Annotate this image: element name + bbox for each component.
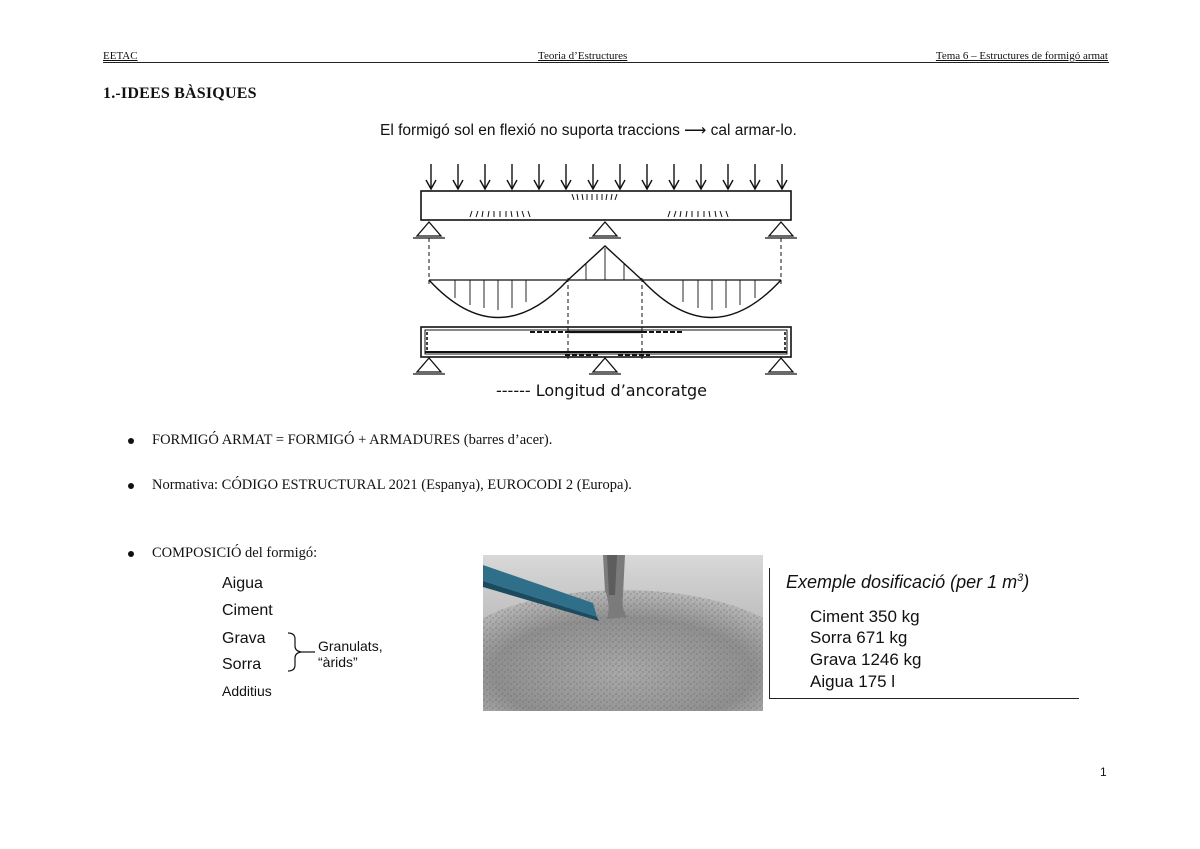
bullet-dot [128, 551, 134, 557]
dosage-row: Sorra 671 kg [810, 628, 908, 647]
dosage-row: Aigua 175 l [810, 672, 896, 691]
aggregates-label: Granulats, [318, 638, 383, 654]
diagram-caption: El formigó sol en flexió no suporta traccions ⟶ cal armar-lo. [380, 122, 797, 139]
dosage-title: Exemple dosificació (per 1 $m^3$) [786, 572, 1030, 592]
header-rule [103, 62, 1109, 63]
concrete-pour-photo [483, 555, 763, 711]
header-right: Tema 6 – Estructures de formigó armat [935, 50, 1108, 62]
header-left: EETAC [103, 50, 138, 62]
bullet-text: FORMIGÓ ARMAT = FORMIGÓ + ARMADURES (barres d’acer). [152, 432, 553, 448]
dosage-example-box [769, 568, 1079, 699]
header-center: Teoria d’Estructures [538, 50, 628, 62]
dosage-row: Grava 1246 kg [810, 650, 922, 669]
bullet-dot [128, 483, 134, 489]
bullet-text: COMPOSICIÓ del formigó: [152, 545, 318, 561]
composition-item: Ciment [222, 602, 273, 619]
beam-diagram-figure [400, 150, 805, 405]
aggregates-label-alt: “àrids” [318, 654, 358, 670]
bullet-text: Normativa: CÓDIGO ESTRUCTURAL 2021 (Espanya), EUROCODI 2 (Europa). [152, 477, 632, 493]
composition-item: Sorra [222, 656, 262, 673]
curly-brace [285, 630, 317, 674]
dosage-row: Ciment 350 kg [810, 607, 920, 626]
composition-item: Aigua [222, 575, 263, 592]
anchorage-legend: ------ Longitud d’ancoratge [496, 381, 707, 400]
composition-item: Additius [222, 683, 272, 699]
section-title: 1.-IDEES BÀSIQUES [103, 85, 257, 102]
composition-item: Grava [222, 630, 266, 647]
bullet-dot [128, 438, 134, 444]
page-number: 1 [1100, 765, 1107, 779]
concrete-pour-image [483, 555, 763, 711]
beam-diagram [400, 150, 805, 410]
